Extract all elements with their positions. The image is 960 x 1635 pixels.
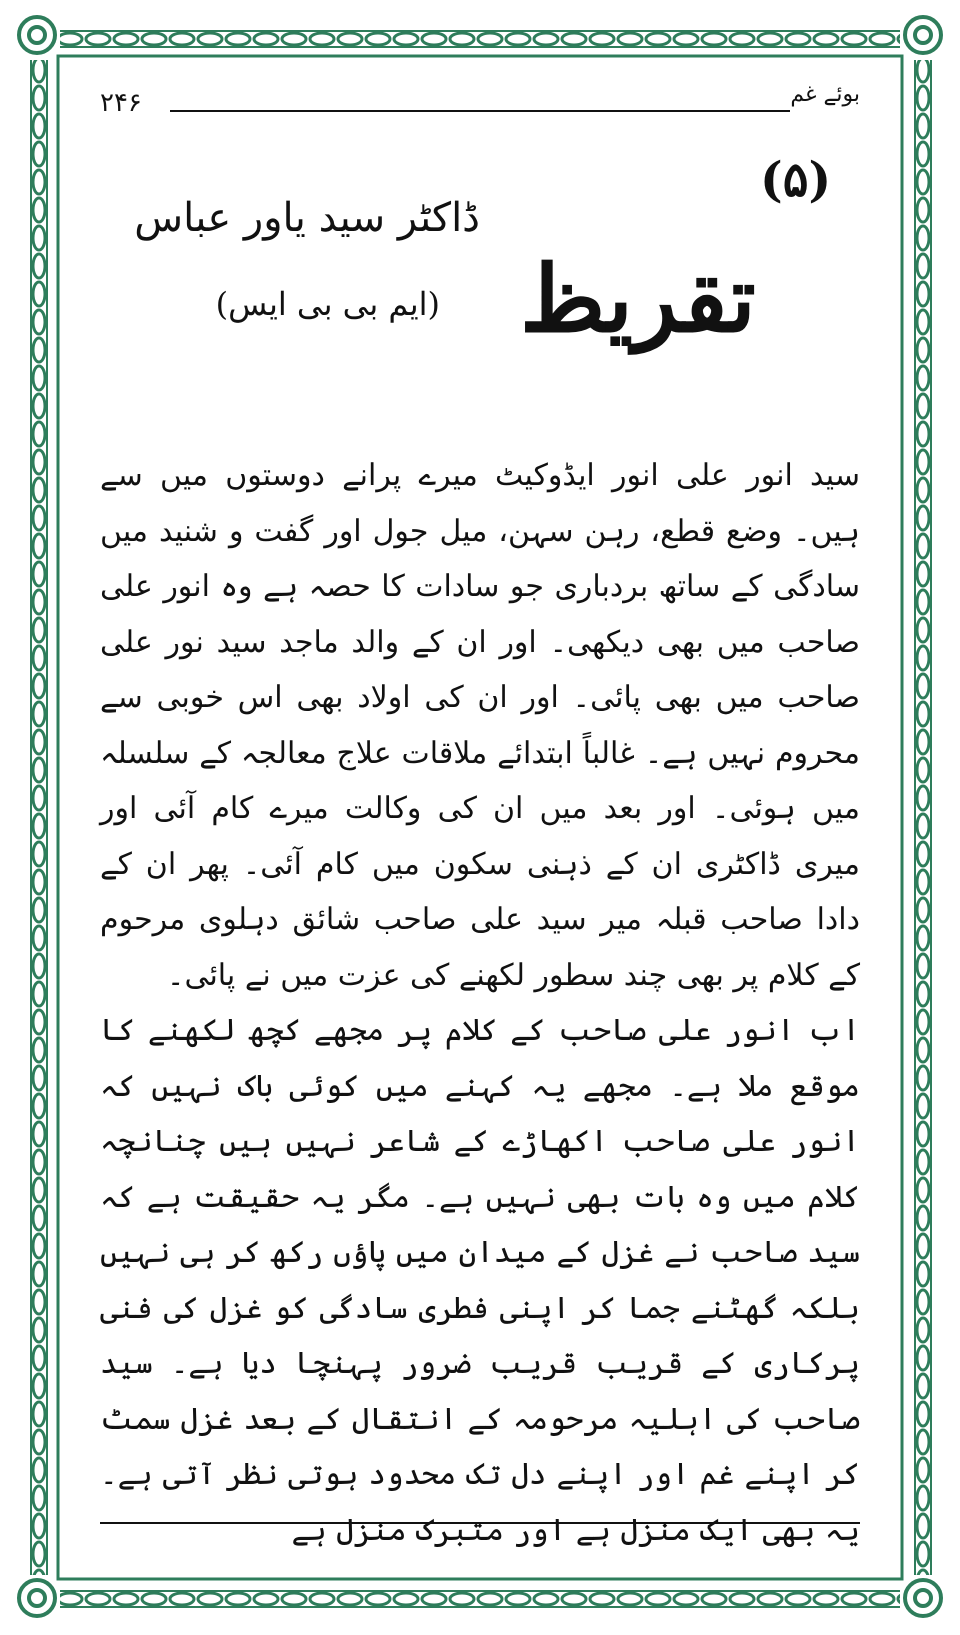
body-text [100,448,860,1558]
paragraph: اب انور علی صاحب کے کلام پر مجھے کچھ لکھنے کا موقع ملا ہے۔ مجھے یہ کہنے میں کوئی باک نہیں کہ انور علی صاحب اکھاڑے کے شاعر نہیں ہیں چنانچہ کلام میں وہ بات بھی نہیں ہے۔ مگر یہ حقیقت ہے کہ سید صاحب نے غزل کے میدان میں پاؤں رکھ کر ہی نہیں بلکہ گھٹنے جما کر اپنی فطری سادگی کو غزل کی فنی پرکاری کے قریب قریب ضرور پہنچا دیا ہے۔ سید صاحب کی اہلیہ مرحومہ کے انتقال کے بعد غزل سمٹ کر اپنے غم اور اپنے دل تک محدود ہوتی نظر آتی ہے۔ یہ بھی ایک منزل ہے اور متبرک منزل ہے [100,1013,860,1548]
author-degree: (ایم بی بی ایس) [215,285,440,323]
footer-rule [100,1522,860,1524]
chapter-number: (۵) [760,152,832,208]
page-header [100,82,860,128]
page-title: تقریظ [520,245,756,353]
header-rule [170,110,790,112]
paragraph: سید انور علی انور ایڈوکیٹ میرے پرانے دوستوں میں سے ہیں۔ وضع قطع، رہن سہن، میل جول اور گفت و شنید میں سادگی کے ساتھ بردباری جو سادات کا حصہ ہے وہ انور علی صاحب میں بھی دیکھی۔ اور ان کے والد ماجد سید نور علی صاحب میں بھی پائی۔ اور ان کی اولاد بھی اس خوبی سے محروم نہیں ہے۔ غالباً ابتدائے ملاقات علاج معالجہ کے سلسلہ میں ہوئی۔ اور بعد میں ان کی وکالت میرے کام آئی اور میری ڈاکٹری ان کے ذہنی سکون میں کام آئی۔ پھر ان کے دادا صاحب قبلہ میر سید علی صاحب شائق دہلوی مرحوم کے کلام پر بھی چند سطور لکھنے کی عزت میں نے پائی۔ [100,458,860,993]
running-head: بوئے غم [790,82,860,107]
page-number: ۲۴۶ [100,88,142,118]
author-name: ڈاکٹر سید یاور عباس [134,195,480,241]
